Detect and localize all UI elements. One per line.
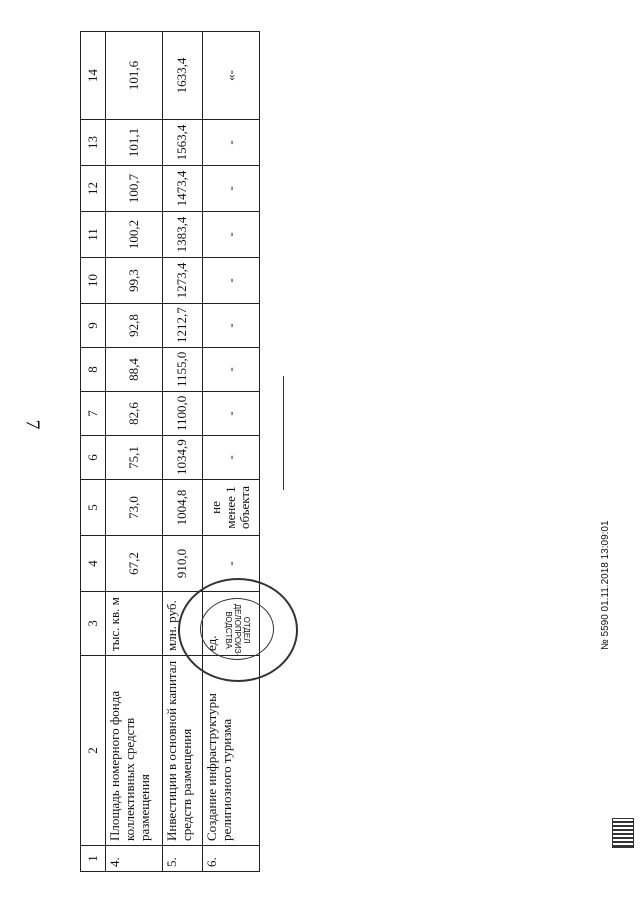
header-cell: 6 xyxy=(81,436,106,480)
stamp-line: ВОДСТВА xyxy=(224,611,234,649)
table-cell: - xyxy=(202,166,259,212)
header-cell: 1 xyxy=(81,846,106,872)
signature-line xyxy=(283,376,284,490)
table-cell: «- xyxy=(202,32,259,120)
table-cell: 1563,4 xyxy=(163,120,203,166)
header-cell: 14 xyxy=(81,32,106,120)
unit-cell: млн. руб. xyxy=(163,592,203,656)
table-cell: - xyxy=(202,304,259,348)
table-cell: 1273,4 xyxy=(163,258,203,304)
table-cell: 1473,4 xyxy=(163,166,203,212)
table-cell: 1633,4 xyxy=(163,32,203,120)
table-cell: 1034,9 xyxy=(163,436,203,480)
table-cell: - xyxy=(202,536,259,592)
table-cell: - xyxy=(202,392,259,436)
header-cell: 8 xyxy=(81,348,106,392)
table-cell: - xyxy=(202,348,259,392)
header-cell: 2 xyxy=(81,656,106,846)
table-cell: 99,3 xyxy=(106,258,163,304)
header-cell: 7 xyxy=(81,392,106,436)
stamp-text xyxy=(188,572,288,688)
table-cell: 92,8 xyxy=(106,304,163,348)
table-row xyxy=(106,32,163,872)
table-cell: не менее 1 объекта xyxy=(202,480,259,536)
header-cell: 5 xyxy=(81,480,106,536)
table-cell: 101,1 xyxy=(106,120,163,166)
table-cell: 4. xyxy=(106,846,163,872)
unit-cell: тыс. кв. м xyxy=(106,592,163,656)
table-cell: 1100,0 xyxy=(163,392,203,436)
registry-logo-icon xyxy=(612,818,634,848)
table-cell: 6. xyxy=(202,846,259,872)
stamp-line: ДЕЛОПРОИЗ- xyxy=(233,603,243,657)
header-cell: 11 xyxy=(81,212,106,258)
header-cell: 10 xyxy=(81,258,106,304)
header-cell: 4 xyxy=(81,536,106,592)
table-cell: 75,1 xyxy=(106,436,163,480)
table-cell: 100,2 xyxy=(106,212,163,258)
table-header-row xyxy=(81,32,106,872)
indicator-name-cell: Создание инфраструктуры религиозного туризма xyxy=(202,656,259,846)
table-cell: 82,6 xyxy=(106,392,163,436)
table-cell: - xyxy=(202,120,259,166)
header-cell: 12 xyxy=(81,166,106,212)
stamp-line: ОТДЕЛ xyxy=(242,616,252,644)
table-cell: 100,7 xyxy=(106,166,163,212)
table-cell: - xyxy=(202,212,259,258)
table-cell: 5. xyxy=(163,846,203,872)
header-cell: 3 xyxy=(81,592,106,656)
table-cell: - xyxy=(202,258,259,304)
table-cell: 67,2 xyxy=(106,536,163,592)
table-cell: 101,6 xyxy=(106,32,163,120)
table-cell: 73,0 xyxy=(106,480,163,536)
page-number: 7 xyxy=(21,419,44,430)
unit-cell: ед. xyxy=(202,592,259,656)
data-table-wrapper xyxy=(80,32,260,872)
header-cell: 9 xyxy=(81,304,106,348)
table-cell: 88,4 xyxy=(106,348,163,392)
indicator-name-cell: Площадь номерного фонда коллективных средств размещения xyxy=(106,656,163,846)
indicator-name-cell: Инвестиции в основной капитал средств размещения xyxy=(163,656,203,846)
office-stamp xyxy=(178,578,298,682)
registration-footer: № 5590 01.11.2018 13:09:01 xyxy=(600,520,611,650)
table-row xyxy=(163,32,203,872)
header-cell: 13 xyxy=(81,120,106,166)
table-cell: 1155,0 xyxy=(163,348,203,392)
table-cell: 1383,4 xyxy=(163,212,203,258)
data-table xyxy=(80,31,260,872)
table-cell: - xyxy=(202,436,259,480)
table-cell: 1004,8 xyxy=(163,480,203,536)
table-cell: 1212,7 xyxy=(163,304,203,348)
table-row xyxy=(202,32,259,872)
table-cell: 910,0 xyxy=(163,536,203,592)
